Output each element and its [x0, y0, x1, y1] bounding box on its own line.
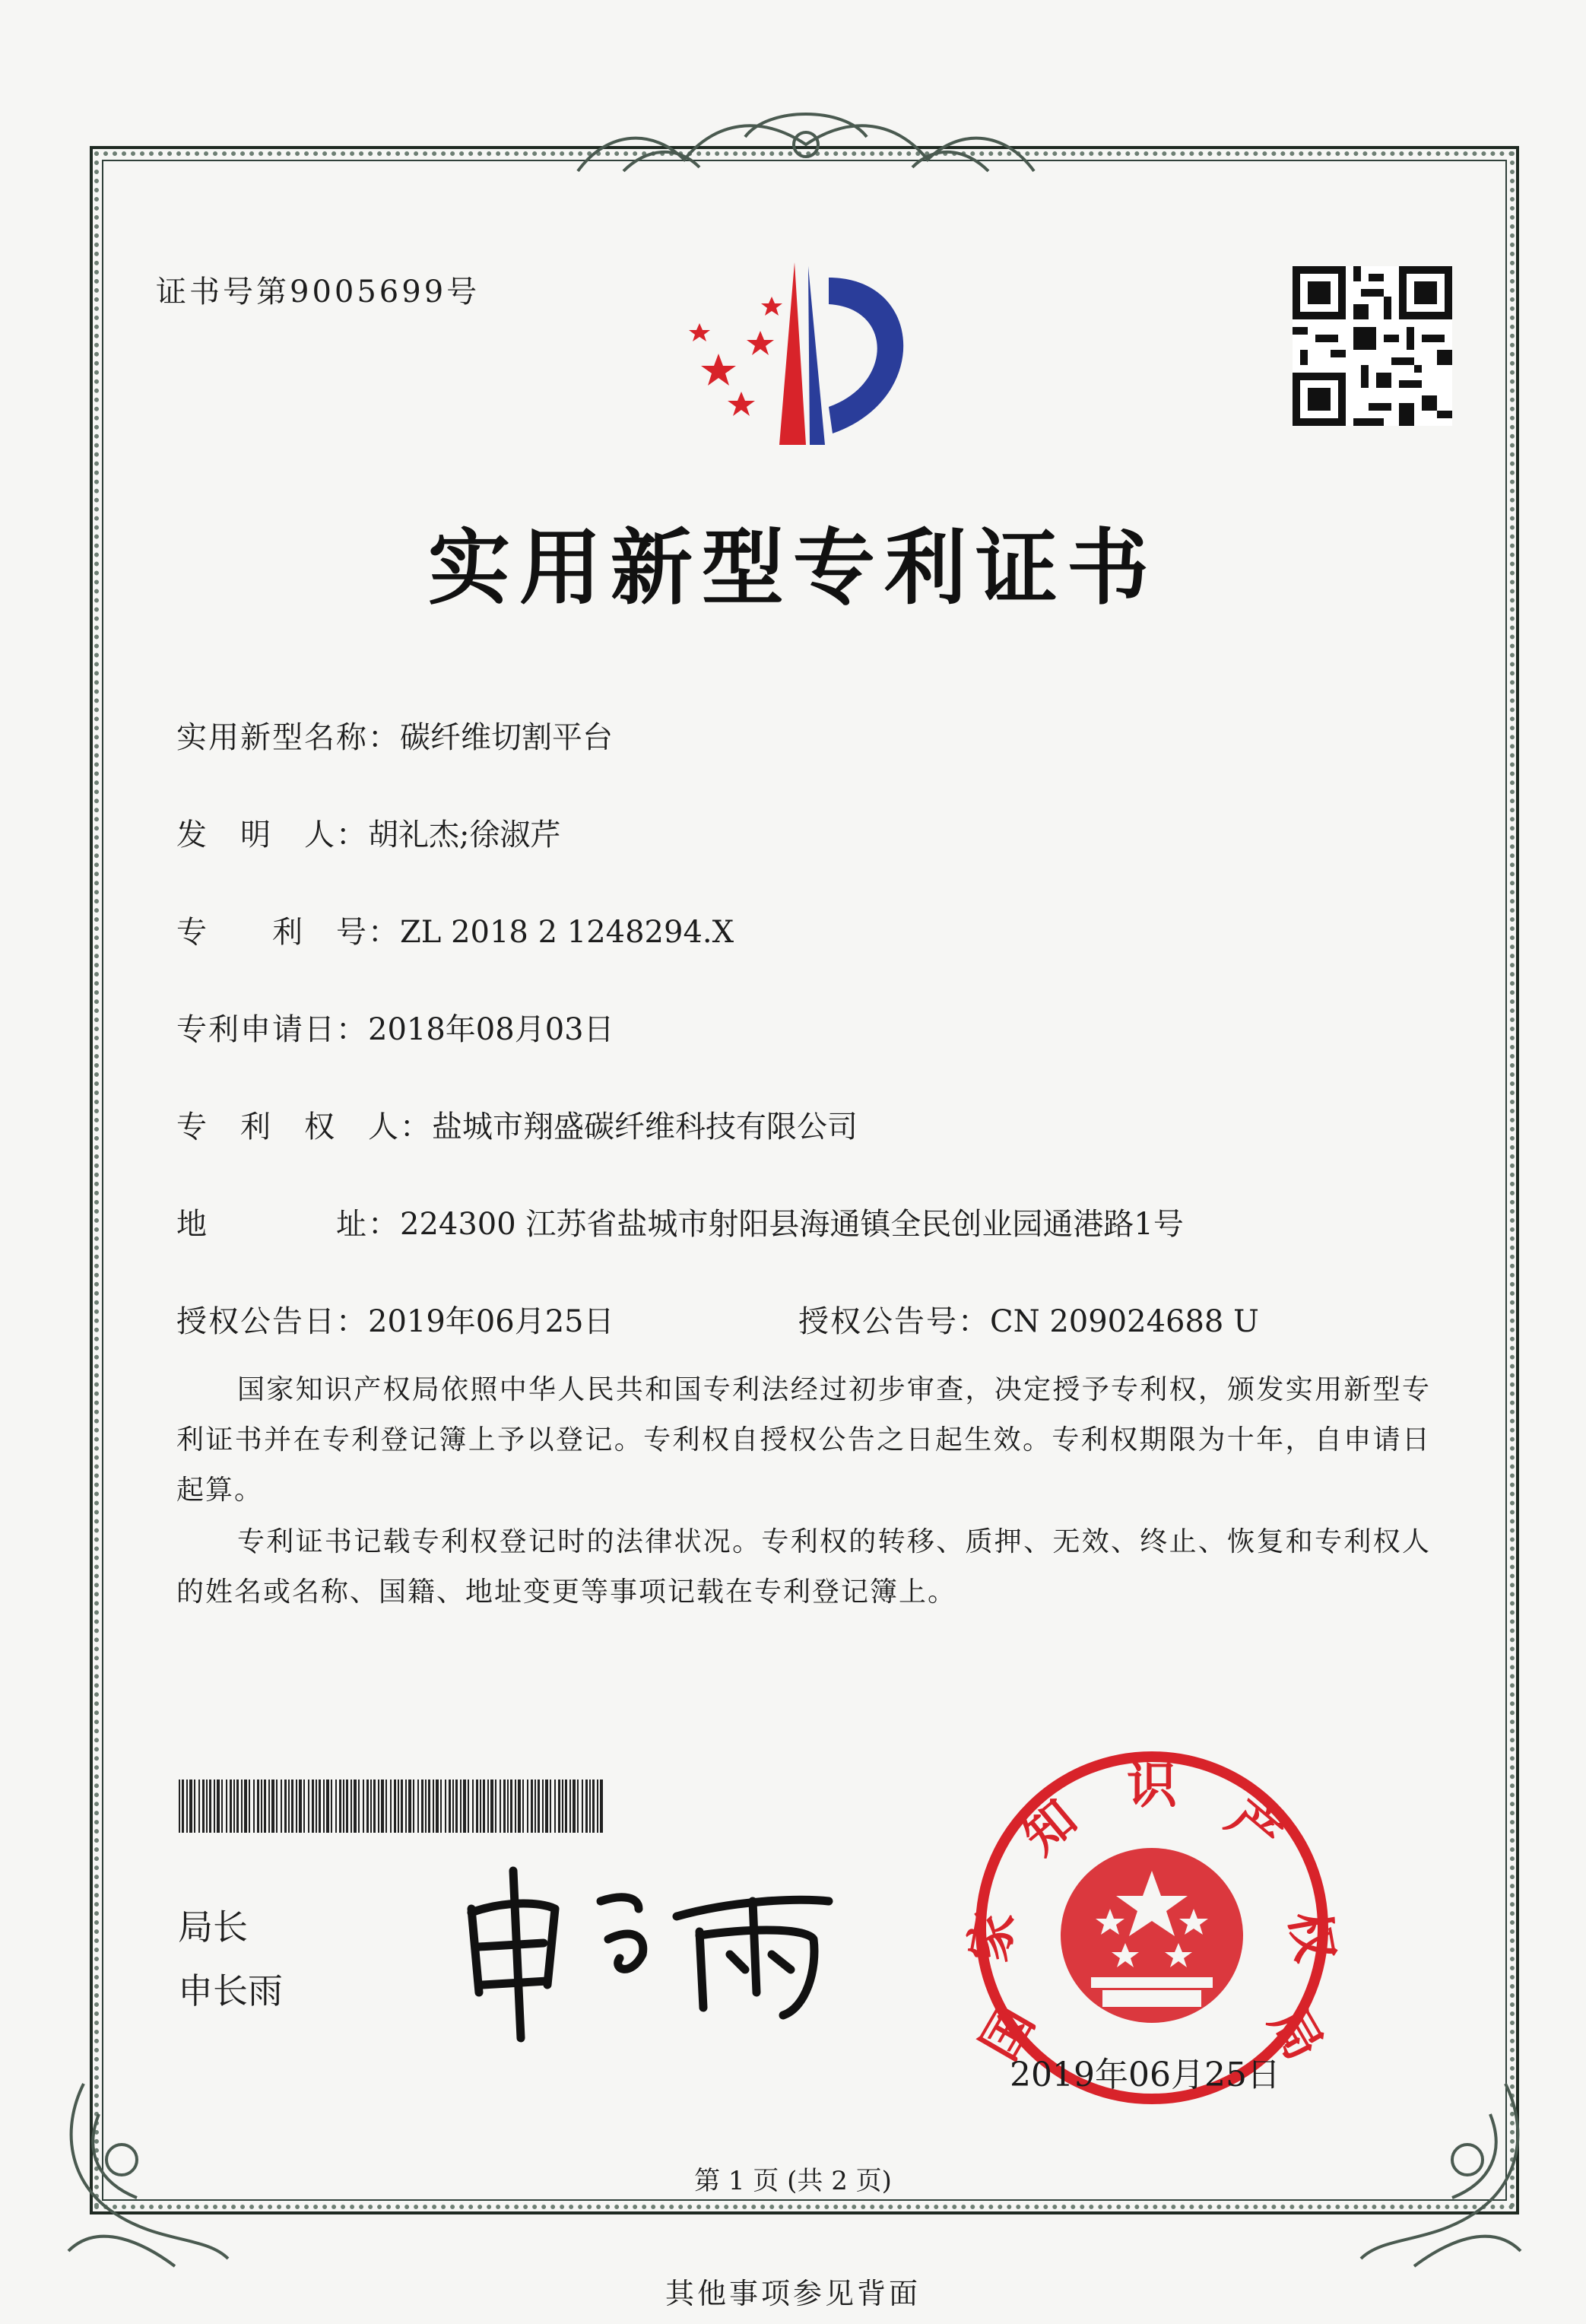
barcode-bar [343, 1780, 344, 1833]
barcode-bar [527, 1780, 528, 1833]
barcode-bar [186, 1780, 188, 1833]
barcode-bar [288, 1780, 290, 1833]
barcode-bar [230, 1780, 232, 1833]
field-address [176, 1200, 1184, 1243]
barcode-bar [214, 1780, 215, 1833]
barcode-bar [261, 1780, 262, 1833]
barcode-bar [358, 1780, 360, 1833]
barcode-bar [394, 1780, 396, 1833]
barcode-bar [221, 1780, 223, 1833]
barcode-bar [326, 1780, 329, 1833]
barcode-bar [522, 1780, 524, 1833]
barcode-bar [202, 1780, 205, 1833]
director-name: 申长雨 [178, 1970, 283, 2011]
barcode-bar [405, 1780, 407, 1833]
barcode-bar [421, 1780, 423, 1833]
barcode-bar [281, 1780, 282, 1833]
barcode-bar [271, 1780, 274, 1833]
barcode-bar [460, 1780, 462, 1833]
barcode-bar [455, 1780, 458, 1833]
barcode-bar [241, 1780, 243, 1833]
barcode-bar [440, 1780, 442, 1833]
barcode-bar [562, 1780, 563, 1833]
barcode-bar [463, 1780, 466, 1833]
barcode-bar [592, 1780, 595, 1833]
barcode-bar [319, 1780, 321, 1833]
barcode-bar [585, 1780, 588, 1833]
barcode-bar [428, 1780, 430, 1833]
barcode-bar [253, 1780, 255, 1833]
barcode-bar [226, 1780, 227, 1833]
seal-date: 2019年06月25日 [1010, 2056, 1280, 2094]
svg-text:国: 国 [969, 1996, 1046, 2070]
barcode-bar [436, 1780, 439, 1833]
barcode-bar [538, 1780, 540, 1833]
field-value: 胡礼杰;徐淑芹 [368, 818, 561, 852]
field-patentee [176, 1103, 858, 1146]
field-label: 授权公告号： [798, 1304, 990, 1339]
barcode-bar [413, 1780, 414, 1833]
barcode-bar [480, 1780, 481, 1833]
barcode-bar [507, 1780, 509, 1833]
page-indicator: 第 1 页 (共 2 页) [694, 2166, 892, 2196]
barcode-bar [597, 1780, 598, 1833]
field-value: 碳纤维切割平台 [400, 720, 613, 755]
field-label: 专 利 号： [176, 915, 400, 950]
barcode-bar [545, 1780, 548, 1833]
barcode-bar [510, 1780, 512, 1833]
field-label: 地 址： [176, 1207, 400, 1242]
barcode-bar [565, 1780, 567, 1833]
barcode-bar [468, 1780, 469, 1833]
barcode-bar [244, 1780, 247, 1833]
barcode-bar [518, 1780, 521, 1833]
barcode-bar [452, 1780, 454, 1833]
barcode-bar [233, 1780, 235, 1833]
svg-text:产: 产 [1216, 1788, 1293, 1866]
barcode-bar [554, 1780, 556, 1833]
barcode-bar [487, 1780, 489, 1833]
svg-text:识: 识 [1127, 1755, 1177, 1814]
barcode-bar [589, 1780, 591, 1833]
field-patent-number [176, 908, 734, 951]
barcode-bar [542, 1780, 544, 1833]
barcode [179, 1780, 604, 1833]
barcode-bar [378, 1780, 379, 1833]
barcode-bar [370, 1780, 372, 1833]
barcode-bar [276, 1780, 278, 1833]
barcode-bar [534, 1780, 536, 1833]
barcode-bar [433, 1780, 434, 1833]
barcode-bar [264, 1780, 266, 1833]
field-grant-announcement-number [798, 1297, 1259, 1341]
field-grant-announcement-date [176, 1297, 614, 1341]
barcode-bar [490, 1780, 493, 1833]
field-label: 实用新型名称： [176, 720, 400, 755]
barcode-bar [476, 1780, 478, 1833]
barcode-bar [217, 1780, 220, 1833]
barcode-bar [291, 1780, 293, 1833]
svg-text:权: 权 [1278, 1906, 1346, 1967]
svg-text:知: 知 [1010, 1788, 1088, 1866]
field-application-date [176, 1005, 614, 1049]
qr-code [1293, 266, 1452, 426]
body-paragraph: 国家知识产权局依照中华人民共和国专利法经过初步审查，决定授予专利权，颁发实用新型专利证书并在专利登记簿上予以登记。专利权自授权公告之日起生效。专利权期限为十年，自申请日起算。 [176, 1374, 1431, 1506]
barcode-bar [417, 1780, 419, 1833]
barcode-bar [558, 1780, 560, 1833]
barcode-bar [515, 1780, 516, 1833]
barcode-bar [495, 1780, 496, 1833]
field-label: 授权公告日： [176, 1304, 368, 1339]
barcode-bar [179, 1780, 180, 1833]
field-label: 专利申请日： [176, 1012, 368, 1047]
barcode-bar [189, 1780, 192, 1833]
barcode-bar [385, 1780, 387, 1833]
barcode-bar [582, 1780, 583, 1833]
barcode-bar [401, 1780, 403, 1833]
field-inventor [176, 811, 560, 854]
barcode-bar [483, 1780, 485, 1833]
barcode-bar [194, 1780, 195, 1833]
cnipa-logo [673, 255, 939, 452]
barcode-bar [550, 1780, 551, 1833]
certificate-title: 实用新型专利证书 [427, 520, 1158, 616]
barcode-bar [503, 1780, 506, 1833]
barcode-bar [346, 1780, 348, 1833]
footer-note: 其他事项参见背面 [665, 2277, 921, 2310]
barcode-bar [472, 1780, 474, 1833]
field-utility-model-name [176, 713, 613, 757]
svg-text:家: 家 [958, 1906, 1026, 1967]
field-label: 发 明 人： [176, 818, 368, 852]
director-signature [449, 1856, 844, 2046]
barcode-bar [284, 1780, 287, 1833]
barcode-bar [331, 1780, 332, 1833]
barcode-bar [335, 1780, 337, 1833]
barcode-bar [236, 1780, 239, 1833]
barcode-bar [209, 1780, 211, 1833]
barcode-bar [363, 1780, 364, 1833]
barcode-bar [257, 1780, 259, 1833]
field-value: 2019年06月25日 [368, 1304, 614, 1339]
barcode-bar [449, 1780, 451, 1833]
barcode-bar [182, 1780, 184, 1833]
barcode-bar [296, 1780, 297, 1833]
field-value: ZL 2018 2 1248294.X [400, 915, 734, 950]
barcode-bar [500, 1780, 501, 1833]
barcode-bar [573, 1780, 576, 1833]
barcode-bar [339, 1780, 341, 1833]
barcode-bar [381, 1780, 384, 1833]
barcode-bar [206, 1780, 208, 1833]
barcode-bar [316, 1780, 317, 1833]
barcode-bar [366, 1780, 369, 1833]
barcode-bar [323, 1780, 325, 1833]
barcode-bar [351, 1780, 352, 1833]
barcode-bar [198, 1780, 200, 1833]
field-value: 2018年08月03日 [368, 1012, 614, 1047]
barcode-bar [299, 1780, 302, 1833]
barcode-bar [445, 1780, 446, 1833]
field-value: 224300 江苏省盐城市射阳县海通镇全民创业园通港路1号 [400, 1207, 1184, 1242]
field-value: 盐城市翔盛碳纤维科技有限公司 [432, 1110, 858, 1145]
barcode-bar [268, 1780, 270, 1833]
barcode-bar [312, 1780, 314, 1833]
barcode-bar [425, 1780, 427, 1833]
barcode-bar [303, 1780, 305, 1833]
top-ornament [563, 99, 1049, 190]
barcode-bar [531, 1780, 533, 1833]
barcode-bar [600, 1780, 603, 1833]
barcode-bar [390, 1780, 392, 1833]
barcode-bar [354, 1780, 357, 1833]
barcode-bar [577, 1780, 579, 1833]
field-value: CN 209024688 U [990, 1304, 1259, 1339]
director-title: 局长 [178, 1907, 248, 1948]
body-paragraph: 专利证书记载专利权登记时的法律状况。专利权的转移、质押、无效、终止、恢复和专利权人的姓名或名称、国籍、地址变更等事项记载在专利登记簿上。 [176, 1526, 1431, 1608]
barcode-bar [398, 1780, 399, 1833]
barcode-bar [249, 1780, 250, 1833]
barcode-bar [373, 1780, 376, 1833]
barcode-bar [308, 1780, 309, 1833]
certificate-number: 证书号第9005699号 [156, 275, 481, 310]
field-label: 专 利 权 人： [176, 1110, 432, 1145]
barcode-bar [569, 1780, 571, 1833]
barcode-bar [408, 1780, 411, 1833]
svg-text:局: 局 [1258, 1996, 1335, 2070]
